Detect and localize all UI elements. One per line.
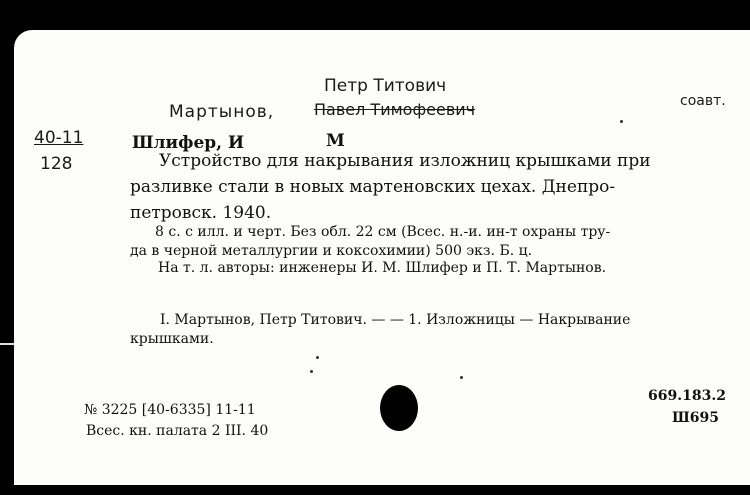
card-edge-mark (0, 343, 14, 345)
coauthor-note: соавт. (680, 93, 726, 109)
handwritten-correction: Петр Титович (324, 76, 447, 96)
shelf-mark-bottom: 128 (40, 154, 73, 174)
card-number: № 3225 [40-6335] 11-11 (84, 402, 256, 418)
dust-speck (316, 356, 319, 359)
publisher-line: Всес. кн. палата 2 III. 40 (86, 423, 269, 439)
struck-name: Павел Тимофеевич (314, 100, 476, 119)
author-heading: Шлифер, И (132, 133, 245, 153)
dust-speck (460, 376, 463, 379)
title-line-3: петровск. 1940. (130, 203, 272, 223)
dust-speck (310, 370, 313, 373)
punch-hole (380, 385, 418, 431)
cutter-number: Ш695 (672, 410, 719, 426)
description-line-1: 8 с. с илл. и черт. Без обл. 22 см (Всес. н.-и. ин-т охраны тру- (155, 224, 611, 240)
handwritten-surname: Мартынов, (169, 102, 275, 122)
title-line-1: Устройство для накрывания изложниц крышками при (159, 151, 651, 171)
tracings-line-2: крышками. (130, 331, 214, 347)
classification-number: 669.183.2 (648, 388, 726, 404)
title-line-2: разливке стали в новых мартеновских цехах. Днепро- (130, 177, 616, 197)
shelf-mark-top: 40-11 (34, 128, 84, 148)
description-line-3: На т. л. авторы: инженеры И. М. Шлифер и П. Т. Мартынов. (158, 260, 607, 276)
author-initial: М (326, 131, 345, 151)
dust-speck (620, 120, 623, 123)
description-line-2: да в черной металлургии и коксохимии) 500 экз. Б. ц. (130, 243, 533, 259)
tracings-line-1: I. Мартынов, Петр Титович. — — 1. Изложницы — Накрывание (160, 312, 631, 328)
